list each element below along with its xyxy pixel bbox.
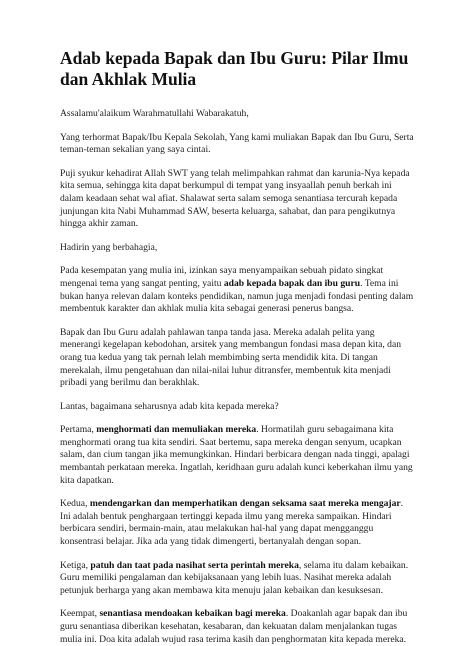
fourth-point-lead: Keempat,: [60, 608, 100, 620]
fourth-point-paragraph: [60, 608, 414, 646]
first-point-highlight: menghormati dan memuliakan mereka: [96, 424, 257, 436]
second-point-text: . Ini adalah bentuk penghargaan tertinggi kepada ilmu yang mereka sampaikan. Hindari berbicara sendiri, bermain-main, atau melakukan hal-hal yang dapat mengganggu konsentrasi belajar. Jika ada yang tidak dimengerti, bertanyalah dengan sopan.: [60, 498, 404, 548]
intro-highlight: adab kepada bapak dan ibu guru: [223, 277, 361, 289]
second-point-lead: Kedua,: [60, 498, 90, 510]
praise-paragraph: Puji syukur kehadirat Allah SWT yang telah melimpahkan rahmat dan karunia-Nya kepada kita semua, sehingga kita dapat berkumpul di tempat yang insyaallah penuh berkah ini dalam keadaan sehat wal afiat. Shalawat serta salam semoga senantiasa tercurah kepada junjungan kita Nabi Muhammad SAW, beserta keluarga, sahabat, dan para pengikutnya hingga akhir zaman.: [60, 167, 410, 230]
intro-paragraph: [60, 265, 414, 315]
third-point-highlight: patuh dan taat pada nasihat serta perintah mereka: [90, 559, 299, 571]
intro-text-end: . Tema ini bukan hanya relevan dalam konteks pendidikan, namun juga menjadi fondasi penting dalam membentuk karakter dan akhlak mulia kita sebagai generasi penerus bangsa.: [60, 277, 414, 315]
greeting-paragraph: Assalamu'alaikum Warahmatullahi Wabarakatuh,: [60, 108, 249, 119]
third-point-lead: Ketiga,: [60, 559, 91, 571]
first-point-paragraph: [60, 424, 414, 487]
first-point-text: . Hormatilah guru sebagaimana kita menghormati orang tua kita sendiri. Saat bertemu, sapa mereka dengan senyum, ucapkan salam, dan cium tangan jika memungkinkan. Hindari berbicara dengan nada tinggi, apalagi membantah perkataan mereka. Ingatlah, keridhaan guru adalah kunci keberkahan ilmu yang kita dapatkan.: [60, 424, 413, 486]
audience-paragraph: Hadirin yang berbahagia,: [60, 241, 158, 253]
question-paragraph: Lantas, bagaimana seharusnya adab kita kepada mereka?: [60, 400, 279, 412]
respect-paragraph: Yang terhormat Bapak/Ibu Kepala Sekolah, Yang kami muliakan Bapak dan Ibu Guru, Serta teman-teman sekalian yang saya cintai.: [60, 131, 414, 156]
second-point-highlight: mendengarkan dan memperhatikan dengan seksama saat mereka mengajar: [89, 498, 401, 510]
fourth-point-text: . Doakanlah agar bapak dan ibu guru senantiasa diberikan kesehatan, kesabaran, dan kekuatan dalam menjalankan tugas mulia ini. Doa kita adalah wujud rasa terima kasih dan penghormatan kita kepada mereka.: [60, 608, 408, 645]
heroes-paragraph: Bapak dan Ibu Guru adalah pahlawan tanpa tanda jasa. Mereka adalah pelita yang menerangi kegelapan kebodohan, arsitek yang membangun fondasi masa depan kita, dan orang tua kedua yang tak pernah lelah membimbing serta mendidik kita. Di tangan merekalah, ilmu pengetahuan dan nilai-nilai luhur ditransfer, membentuk kita menjadi pribadi yang berilmu dan berakhlak.: [60, 326, 401, 389]
third-point-paragraph: [60, 560, 414, 598]
intro-text-start: Pada kesempatan yang mulia ini, izinkan saya menyampaikan sebuah pidato singkat mengenai tema yang sangat penting, yaitu: [60, 265, 384, 289]
document-title: Adab kepada Bapak dan Ibu Guru: Pilar Ilmu dan Akhlak Mulia: [60, 48, 409, 89]
first-point-lead: Pertama,: [60, 424, 97, 436]
fourth-point-highlight: senantiasa mendoakan kebaikan bagi mereka: [99, 608, 286, 620]
third-point-text: , selama itu dalam kebaikan. Guru memiliki pengalaman dan kebijaksanaan yang lebih luas. Nasihat mereka adalah petunjuk berharga yang akan membawa kita menuju jalan kebaikan dan kesuksesan.: [60, 559, 409, 596]
second-point-paragraph: [60, 498, 414, 548]
